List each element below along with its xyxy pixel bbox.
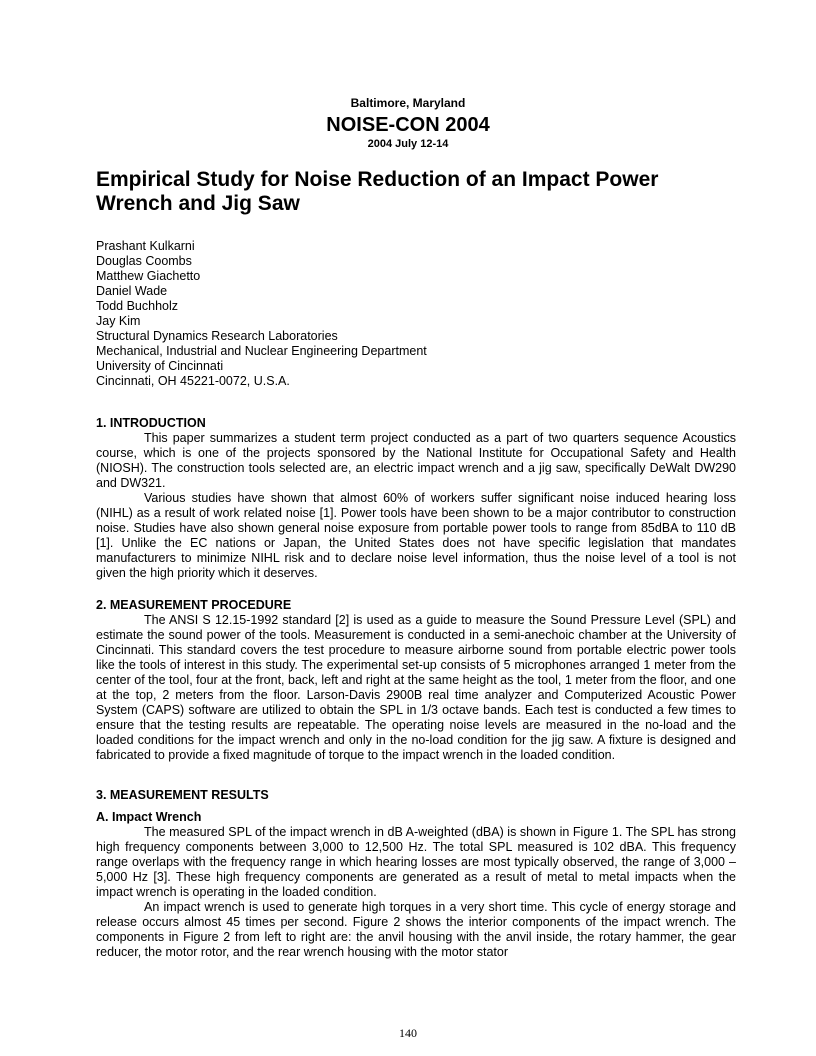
page-number: 140 bbox=[399, 1026, 417, 1040]
affiliation-line: Mechanical, Industrial and Nuclear Engineering Department bbox=[96, 344, 427, 358]
section-measurement-procedure bbox=[96, 598, 736, 763]
subsection-impact-wrench bbox=[96, 810, 736, 960]
author-name: Matthew Giachetto bbox=[96, 269, 201, 283]
paragraph: The ANSI S 12.15-1992 standard [2] is used as a guide to measure the Sound Pressure Level (SPL) and estimate the sound power of the tools. Measurement is conducted in a semi-anechoic chamber at the University of Cincinnati. This standard covers the test procedure to measure airborne sound from portable electric power tools like the tools of interest in this study. The experimental set-up consists of 5 microphones arranged 1 meter from the center of the tool, four at the front, back, left and right at the same height as the tool, 1 meter from the floor, and one at the top, 2 meters from the floor. Larson-Davis 2900B real time analyzer and Computerized Acoustic Power System (CAPS) software are utilized to obtain the SPL in 1/3 octave bands. Each test is conducted a few times to ensure that the testing results are repeatable. The operating noise levels are measured in the no-load and the loaded conditions for the impact wrench and only in the no-load condition for the jig saw. A fixture is designed and fabricated to provide a fixed magnitude of torque to the impact wrench in the loaded condition. bbox=[96, 613, 736, 762]
author-name: Jay Kim bbox=[96, 314, 141, 328]
section-heading: 3. MEASUREMENT RESULTS bbox=[96, 788, 269, 802]
paragraph: An impact wrench is used to generate high torques in a very short time. This cycle of energy storage and release occurs almost 45 times per second. Figure 2 shows the interior components of the impact wrench. The components in Figure 2 from left to right are: the anvil housing with the anvil inside, the rotary hammer, the gear reducer, the motor rotor, and the rear wrench housing with the motor stator bbox=[96, 900, 736, 959]
affiliation-line: University of Cincinnati bbox=[96, 359, 224, 373]
subsection-heading: A. Impact Wrench bbox=[96, 810, 202, 824]
section-introduction bbox=[96, 416, 736, 581]
affiliation-line: Structural Dynamics Research Laboratories bbox=[96, 329, 338, 343]
paragraph: The measured SPL of the impact wrench in dB A-weighted (dBA) is shown in Figure 1. The SPL has strong high frequency components between 3,000 to 12,500 Hz. The total SPL measured is 102 dBA. This frequency range overlaps with the frequency range in which hearing losses are most typically observed, the range of 3,000 – 5,000 Hz [3]. These high frequency components are generated as a result of metal to metal impacts when the impact wrench is operating in the loaded condition. bbox=[96, 825, 736, 899]
paragraph: Various studies have shown that almost 60% of workers suffer significant noise induced hearing loss (NIHL) as a result of work related noise [1]. Power tools have been shown to be a major contributor to construction noise. Studies have also shown general noise exposure from portable power tools to range from 85dBA to 110 dB [1]. Unlike the EC nations or Japan, the United States does not have specific legislation that mandates manufacturers to minimize NIHL risk and to declare noise level information, thus the noise level of a tool is not given the high priority which it deserves. bbox=[96, 491, 736, 580]
author-name: Douglas Coombs bbox=[96, 254, 192, 268]
author-name: Todd Buchholz bbox=[96, 299, 179, 313]
section-heading: 2. MEASUREMENT PROCEDURE bbox=[96, 598, 292, 612]
conference-location: Baltimore, Maryland bbox=[350, 96, 466, 110]
author-block bbox=[96, 239, 736, 389]
section-measurement-results bbox=[96, 788, 736, 803]
paper-title: Empirical Study for Noise Reduction of an Impact Power Wrench and Jig Saw bbox=[96, 168, 659, 215]
conference-date: 2004 July 12-14 bbox=[367, 138, 449, 150]
conference-name: NOISE-CON 2004 bbox=[326, 114, 490, 136]
author-name: Prashant Kulkarni bbox=[96, 239, 195, 253]
paragraph: This paper summarizes a student term project conducted as a part of two quarters sequence Acoustics course, which is one of the projects sponsored by the National Institute for Occupational Safety and Health (NIOSH). The construction tools selected are, an electric impact wrench and a jig saw, specifically DeWalt DW290 and DW321. bbox=[96, 431, 736, 490]
section-heading: 1. INTRODUCTION bbox=[96, 416, 206, 430]
author-name: Daniel Wade bbox=[96, 284, 168, 298]
affiliation-line: Cincinnati, OH 45221-0072, U.S.A. bbox=[96, 374, 290, 388]
